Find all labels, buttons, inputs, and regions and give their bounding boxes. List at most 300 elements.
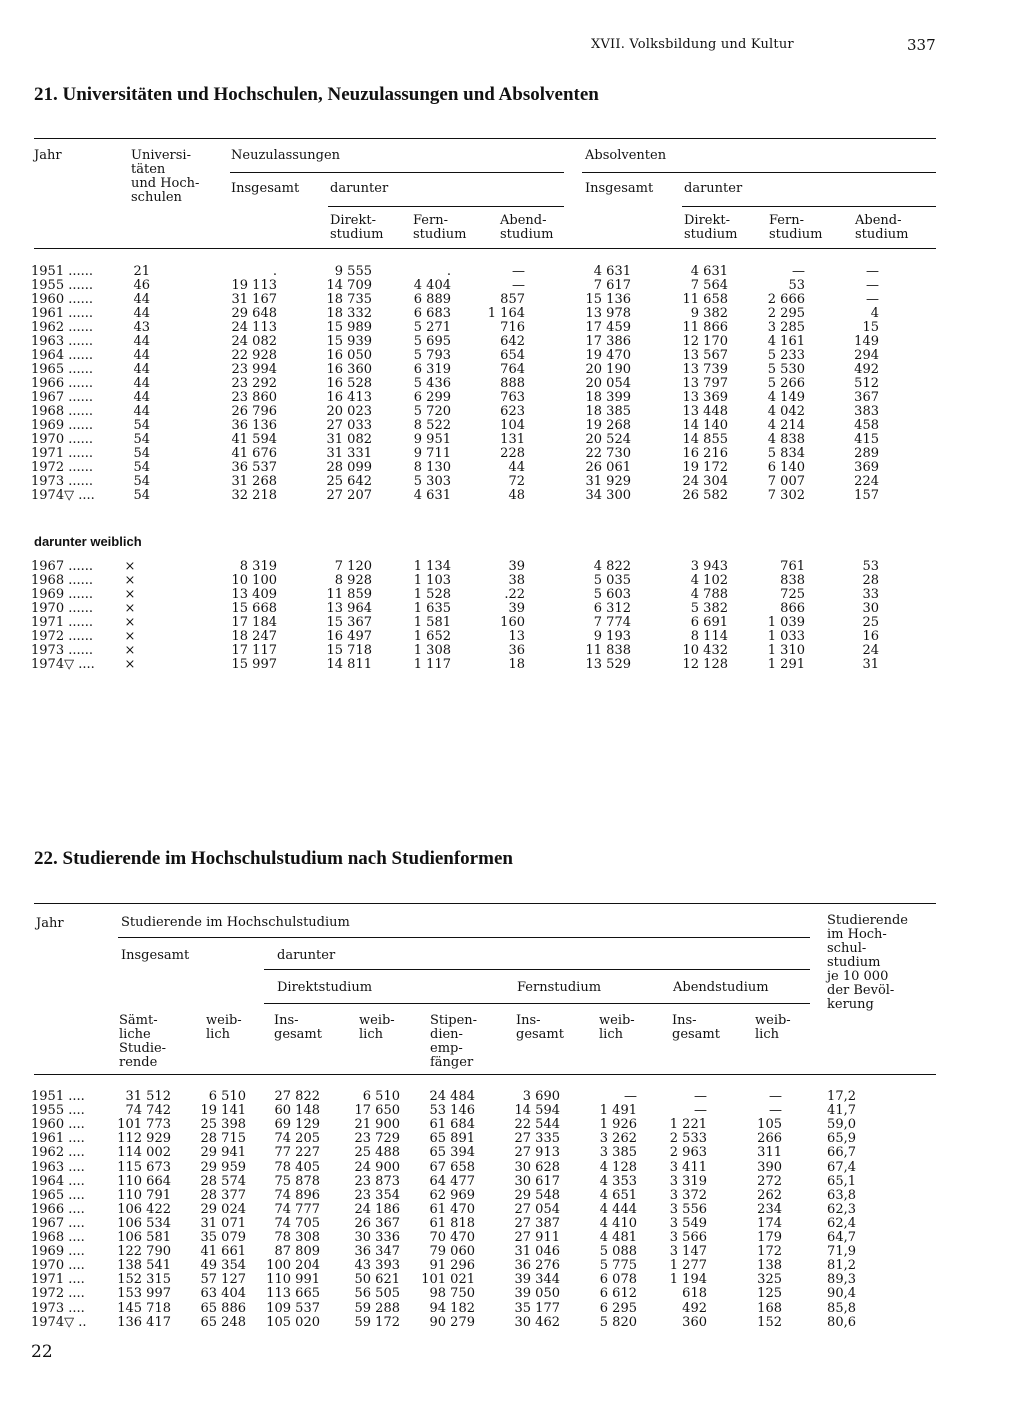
t22-head-direkt: Direktstudium (277, 980, 373, 995)
cell-neu-abend: 1 164 (487, 306, 525, 321)
t21-rule-abs-dar (682, 206, 936, 207)
cell-neu-insgesamt: 23 994 (231, 362, 277, 377)
cell-weiblich: 28 377 (200, 1187, 246, 1203)
t22-head-bottom-rule (34, 1074, 936, 1075)
cell-abend-weiblich: 179 (757, 1230, 782, 1245)
cell-stipendien: 91 296 (429, 1258, 475, 1274)
cell-neu-abend: 36 (508, 643, 525, 658)
cell-year: 1961 .... (31, 1131, 85, 1147)
cell-abs-insgesamt: 13 978 (585, 306, 631, 321)
cell-abs-direkt: 9 382 (690, 306, 728, 321)
cell-neu-direkt: 16 497 (326, 629, 372, 644)
cell-saemtliche: 136 417 (117, 1314, 171, 1330)
cell-neu-insgesamt: 26 796 (231, 404, 277, 419)
cell-je-10000: 67,4 (827, 1159, 856, 1175)
cell-abs-fern: 838 (780, 573, 805, 588)
t21-sub-label: darunter weiblich (34, 534, 142, 549)
cell-saemtliche: 110 664 (117, 1173, 171, 1189)
cell-hochschulen: × (124, 629, 136, 644)
cell-year: 1969 ...... (31, 587, 94, 602)
t21-head-abs-dar: darunter (684, 181, 743, 196)
cell-stipendien: 98 750 (429, 1286, 475, 1302)
cell-stipendien: 62 969 (429, 1187, 475, 1203)
cell-neu-insgesamt: 18 247 (231, 629, 277, 644)
cell-weiblich: 28 715 (200, 1131, 246, 1147)
cell-abs-direkt: 12 170 (682, 334, 728, 349)
cell-neu-fern: 1 103 (413, 573, 451, 588)
t22-head-insges-1: Ins- gesamt (274, 1013, 322, 1042)
cell-year: 1970 ...... (31, 601, 94, 616)
cell-neu-fern: 6 683 (413, 306, 451, 321)
cell-year: 1969 .... (31, 1244, 85, 1260)
cell-neu-direkt: 15 718 (326, 643, 372, 658)
cell-fern-insgesamt: 27 913 (514, 1145, 560, 1161)
cell-neu-abend: 44 (508, 460, 525, 475)
cell-neu-abend: 18 (508, 657, 525, 672)
cell-abs-fern: 5 266 (767, 376, 805, 391)
cell-direkt-insgesamt: 78 405 (274, 1159, 320, 1175)
cell-neu-fern: 4 631 (413, 488, 451, 503)
cell-direkt-insgesamt: 69 129 (274, 1117, 320, 1133)
cell-abend-weiblich: — (769, 1089, 782, 1104)
page-number: 337 (907, 36, 936, 54)
cell-je-10000: 62,4 (827, 1215, 856, 1231)
cell-abend-weiblich: 172 (757, 1244, 782, 1260)
cell-neu-insgesamt: 23 292 (231, 376, 277, 391)
cell-direkt-weiblich: 56 505 (354, 1286, 400, 1302)
cell-abs-direkt: 13 448 (682, 404, 728, 419)
cell-saemtliche: 115 673 (117, 1159, 171, 1175)
t21-head-neu-abend: Abend- studium (500, 213, 554, 242)
cell-abs-fern: 4 161 (767, 334, 805, 349)
cell-year: 1968 ...... (31, 404, 94, 419)
cell-abend-weiblich: — (769, 1103, 782, 1119)
cell-neu-insgesamt: 13 409 (231, 587, 277, 602)
cell-weiblich: 6 510 (208, 1089, 246, 1104)
cell-hochschulen: 54 (133, 474, 150, 489)
t21-head-neu-ins: Insgesamt (231, 181, 300, 196)
cell-direkt-weiblich: 59 288 (354, 1300, 400, 1316)
cell-neu-fern: 8 130 (413, 460, 451, 475)
cell-stipendien: 70 470 (429, 1230, 475, 1245)
cell-direkt-weiblich: 24 900 (354, 1159, 400, 1175)
cell-abs-fern: 4 149 (767, 390, 805, 405)
cell-abend-insgesamt: 3 411 (669, 1159, 707, 1175)
cell-abs-fern: 2 295 (767, 306, 805, 321)
cell-saemtliche: 101 773 (117, 1117, 171, 1133)
t21-head-abs-abend: Abend- studium (855, 213, 909, 242)
cell-fern-insgesamt: 30 617 (514, 1173, 560, 1189)
cell-neu-fern: 1 117 (413, 657, 451, 672)
cell-abs-fern: 5 834 (767, 446, 805, 461)
cell-abend-insgesamt: 1 221 (669, 1117, 707, 1133)
cell-abs-fern: 3 285 (767, 320, 805, 335)
cell-je-10000: 89,3 (827, 1272, 856, 1288)
table22-title: 22. Studierende im Hochschulstudium nach Studienformen (34, 848, 513, 869)
cell-direkt-weiblich: 23 354 (354, 1187, 400, 1203)
cell-fern-weiblich: 1 491 (599, 1103, 637, 1119)
cell-hochschulen: 54 (133, 418, 150, 433)
cell-abs-fern: 53 (788, 278, 805, 293)
cell-year: 1972 ...... (31, 460, 94, 475)
cell-je-10000: 81,2 (827, 1258, 856, 1274)
cell-hochschulen: 44 (133, 292, 150, 307)
cell-year: 1960 .... (31, 1117, 85, 1133)
cell-abend-weiblich: 390 (757, 1159, 782, 1175)
cell-weiblich: 19 141 (200, 1103, 246, 1119)
cell-hochschulen: 44 (133, 404, 150, 419)
cell-abend-insgesamt: 1 277 (669, 1258, 707, 1274)
cell-neu-direkt: 27 207 (326, 488, 372, 503)
cell-direkt-insgesamt: 74 705 (274, 1215, 320, 1231)
cell-year: 1967 .... (31, 1215, 85, 1231)
cell-hochschulen: 44 (133, 306, 150, 321)
cell-neu-fern: 1 581 (413, 615, 451, 630)
cell-hochschulen: × (124, 615, 136, 630)
cell-neu-direkt: 16 528 (326, 376, 372, 391)
cell-neu-insgesamt: 31 167 (231, 292, 277, 307)
cell-abend-insgesamt: — (694, 1089, 707, 1104)
cell-direkt-insgesamt: 77 227 (274, 1145, 320, 1161)
cell-neu-fern: 5 271 (413, 320, 451, 335)
cell-fern-weiblich: 6 078 (599, 1272, 637, 1288)
cell-abs-direkt: 24 304 (682, 474, 728, 489)
cell-neu-insgesamt: 22 928 (231, 348, 277, 363)
footer-mark: 22 (31, 1342, 53, 1362)
cell-saemtliche: 145 718 (117, 1300, 171, 1316)
cell-abend-insgesamt: 3 372 (669, 1187, 707, 1203)
cell-direkt-weiblich: 23 729 (354, 1131, 400, 1147)
cell-weiblich: 28 574 (200, 1173, 246, 1189)
cell-abs-abend: 24 (862, 643, 879, 658)
cell-neu-direkt: 11 859 (326, 587, 372, 602)
cell-abs-abend: 16 (862, 629, 879, 644)
cell-stipendien: 64 477 (429, 1173, 475, 1189)
cell-weiblich: 29 941 (200, 1145, 246, 1161)
cell-hochschulen: × (124, 587, 136, 602)
cell-neu-fern: 1 528 (413, 587, 451, 602)
cell-neu-direkt: 31 082 (326, 432, 372, 447)
cell-direkt-weiblich: 6 510 (362, 1089, 400, 1104)
cell-neu-abend: 642 (500, 334, 525, 349)
cell-abs-fern: 1 310 (767, 643, 805, 658)
cell-neu-insgesamt: 17 117 (231, 643, 277, 658)
cell-year: 1968 .... (31, 1230, 85, 1245)
cell-neu-fern: 1 308 (413, 643, 451, 658)
t22-head-dar: darunter (277, 948, 336, 963)
cell-neu-abend: 72 (508, 474, 525, 489)
cell-fern-insgesamt: 27 054 (514, 1201, 560, 1217)
cell-direkt-insgesamt: 27 822 (274, 1089, 320, 1104)
cell-abs-fern: 5 530 (767, 362, 805, 377)
cell-abs-insgesamt: 34 300 (585, 488, 631, 503)
cell-year: 1967 ...... (31, 559, 94, 574)
cell-neu-abend: 716 (500, 320, 525, 335)
cell-fern-insgesamt: 31 046 (514, 1244, 560, 1260)
cell-neu-fern: 5 436 (413, 376, 451, 391)
cell-je-10000: 59,0 (827, 1117, 856, 1133)
cell-abs-abend: 383 (854, 404, 879, 419)
t21-head-neu-dar: darunter (330, 181, 389, 196)
cell-fern-insgesamt: 22 544 (514, 1117, 560, 1133)
cell-saemtliche: 153 997 (117, 1286, 171, 1302)
t22-head-insges-3: Ins- gesamt (672, 1013, 720, 1042)
cell-abs-abend: 157 (854, 488, 879, 503)
cell-direkt-insgesamt: 87 809 (274, 1244, 320, 1260)
cell-neu-insgesamt: 24 082 (231, 334, 277, 349)
cell-weiblich: 35 079 (200, 1230, 246, 1245)
cell-year: 1966 .... (31, 1201, 85, 1217)
cell-neu-insgesamt: 8 319 (239, 559, 277, 574)
cell-neu-abend: 160 (500, 615, 525, 630)
cell-abs-insgesamt: 5 035 (593, 573, 631, 588)
cell-stipendien: 101 021 (421, 1272, 475, 1288)
cell-abs-direkt: 4 631 (690, 264, 728, 279)
cell-abs-insgesamt: 4 631 (593, 264, 631, 279)
cell-je-10000: 64,7 (827, 1230, 856, 1245)
cell-neu-direkt: 27 033 (326, 418, 372, 433)
cell-hochschulen: 54 (133, 460, 150, 475)
cell-year: 1963 ...... (31, 334, 94, 349)
cell-year: 1951 ...... (31, 264, 94, 279)
cell-direkt-weiblich: 36 347 (354, 1244, 400, 1260)
cell-abs-abend: 4 (870, 306, 879, 321)
cell-abend-weiblich: 262 (757, 1187, 782, 1203)
cell-year: 1970 ...... (31, 432, 94, 447)
cell-neu-insgesamt: . (272, 264, 277, 279)
cell-year: 1974▽ .... (31, 488, 95, 503)
cell-je-10000: 71,9 (827, 1244, 856, 1260)
cell-weiblich: 65 886 (200, 1300, 246, 1316)
cell-hochschulen: 43 (133, 320, 150, 335)
cell-je-10000: 65,9 (827, 1131, 856, 1147)
cell-abs-fern: 761 (780, 559, 805, 574)
cell-abs-direkt: 14 140 (682, 418, 728, 433)
cell-neu-fern: 1 652 (413, 629, 451, 644)
cell-fern-weiblich: 5 775 (599, 1258, 637, 1274)
cell-neu-abend: 764 (500, 362, 525, 377)
cell-abend-insgesamt: 3 556 (669, 1201, 707, 1217)
cell-abs-direkt: 4 102 (690, 573, 728, 588)
cell-neu-abend: 654 (500, 348, 525, 363)
cell-direkt-insgesamt: 75 878 (274, 1173, 320, 1189)
cell-direkt-insgesamt: 109 537 (266, 1300, 320, 1316)
cell-direkt-insgesamt: 100 204 (266, 1258, 320, 1274)
cell-neu-fern: 9 951 (413, 432, 451, 447)
cell-direkt-insgesamt: 74 777 (274, 1201, 320, 1217)
cell-abs-direkt: 4 788 (690, 587, 728, 602)
t22-head-weibl-2: weib- lich (359, 1013, 395, 1042)
cell-abend-insgesamt: 3 549 (669, 1215, 707, 1231)
cell-neu-abend: 623 (500, 404, 525, 419)
cell-year: 1972 ...... (31, 629, 94, 644)
t22-rule-stud (118, 937, 810, 938)
cell-stipendien: 53 146 (429, 1103, 475, 1119)
t21-head-neu-direkt: Direkt- studium (330, 213, 384, 242)
cell-direkt-weiblich: 30 336 (354, 1230, 400, 1245)
cell-year: 1960 ...... (31, 292, 94, 307)
cell-weiblich: 29 024 (200, 1201, 246, 1217)
cell-stipendien: 67 658 (429, 1159, 475, 1175)
cell-neu-abend: 39 (508, 559, 525, 574)
cell-neu-abend: — (512, 264, 525, 279)
cell-year: 1968 ...... (31, 573, 94, 588)
cell-fern-weiblich: 4 481 (599, 1230, 637, 1245)
cell-fern-weiblich: — (624, 1089, 637, 1104)
cell-neu-direkt: 15 939 (326, 334, 372, 349)
cell-abs-direkt: 10 432 (682, 643, 728, 658)
cell-abend-insgesamt: 492 (682, 1300, 707, 1316)
cell-abs-abend: 369 (854, 460, 879, 475)
cell-saemtliche: 112 929 (117, 1131, 171, 1147)
cell-abs-direkt: 14 855 (682, 432, 728, 447)
cell-direkt-weiblich: 26 367 (354, 1215, 400, 1231)
cell-saemtliche: 114 002 (117, 1145, 171, 1161)
cell-abs-direkt: 13 797 (682, 376, 728, 391)
cell-year: 1963 .... (31, 1159, 85, 1175)
cell-hochschulen: 44 (133, 376, 150, 391)
cell-fern-weiblich: 6 612 (599, 1286, 637, 1302)
cell-neu-insgesamt: 19 113 (231, 278, 277, 293)
cell-abs-insgesamt: 4 822 (593, 559, 631, 574)
cell-hochschulen: × (124, 559, 136, 574)
cell-stipendien: 61 684 (429, 1117, 475, 1133)
cell-weiblich: 63 404 (200, 1286, 246, 1302)
cell-abend-weiblich: 272 (757, 1173, 782, 1189)
cell-year: 1965 ...... (31, 362, 94, 377)
cell-abs-abend: 31 (862, 657, 879, 672)
cell-abs-insgesamt: 20 054 (585, 376, 631, 391)
cell-saemtliche: 106 534 (117, 1215, 171, 1231)
cell-abend-insgesamt: 618 (682, 1286, 707, 1302)
t22-head-weibl-1: weib- lich (206, 1013, 242, 1042)
cell-year: 1974▽ .. (31, 1314, 87, 1330)
cell-abs-direkt: 11 866 (682, 320, 728, 335)
cell-year: 1964 .... (31, 1173, 85, 1189)
cell-fern-weiblich: 4 128 (599, 1159, 637, 1175)
cell-neu-fern: 5 793 (413, 348, 451, 363)
cell-abs-direkt: 12 128 (682, 657, 728, 672)
cell-neu-abend: .22 (504, 587, 525, 602)
cell-neu-insgesamt: 36 537 (231, 460, 277, 475)
cell-abs-fern: 7 302 (767, 488, 805, 503)
cell-year: 1955 .... (31, 1103, 85, 1119)
cell-hochschulen: 44 (133, 334, 150, 349)
cell-abs-fern: 1 033 (767, 629, 805, 644)
t21-head-jahr: Jahr (34, 148, 62, 163)
cell-weiblich: 49 354 (200, 1258, 246, 1274)
cell-direkt-insgesamt: 74 205 (274, 1131, 320, 1147)
cell-abs-insgesamt: 22 730 (585, 446, 631, 461)
cell-abend-insgesamt: 2 533 (669, 1131, 707, 1147)
cell-neu-abend: 104 (500, 418, 525, 433)
cell-abs-fern: 4 214 (767, 418, 805, 433)
cell-abs-abend: 415 (854, 432, 879, 447)
cell-direkt-insgesamt: 74 896 (274, 1187, 320, 1203)
cell-fern-weiblich: 4 410 (599, 1215, 637, 1231)
cell-abs-insgesamt: 17 459 (585, 320, 631, 335)
cell-abs-abend: — (866, 264, 879, 279)
cell-abs-insgesamt: 7 617 (593, 278, 631, 293)
cell-weiblich: 65 248 (200, 1314, 246, 1330)
cell-saemtliche: 106 581 (117, 1230, 171, 1245)
cell-abs-insgesamt: 9 193 (593, 629, 631, 644)
cell-abs-abend: 458 (854, 418, 879, 433)
cell-hochschulen: × (124, 573, 136, 588)
cell-stipendien: 90 279 (429, 1314, 475, 1330)
cell-neu-direkt: 15 989 (326, 320, 372, 335)
cell-abs-insgesamt: 20 190 (585, 362, 631, 377)
cell-direkt-weiblich: 21 900 (354, 1117, 400, 1133)
cell-hochschulen: 44 (133, 390, 150, 405)
cell-je-10000: 65,1 (827, 1173, 856, 1189)
cell-direkt-insgesamt: 60 148 (274, 1103, 320, 1119)
t21-head-univ: Universi- täten und Hoch- schulen (131, 148, 200, 205)
cell-neu-fern: 6 889 (413, 292, 451, 307)
cell-fern-insgesamt: 3 690 (522, 1089, 560, 1104)
cell-fern-weiblich: 3 262 (599, 1131, 637, 1147)
cell-weiblich: 31 071 (200, 1215, 246, 1231)
cell-neu-direkt: 14 709 (326, 278, 372, 293)
cell-abs-insgesamt: 17 386 (585, 334, 631, 349)
t21-rule-neu-dar (328, 206, 564, 207)
cell-weiblich: 29 959 (200, 1159, 246, 1175)
t22-head-fern: Fernstudium (517, 980, 602, 995)
cell-abs-abend: 33 (862, 587, 879, 602)
cell-je-10000: 17,2 (827, 1089, 856, 1104)
cell-neu-insgesamt: 23 860 (231, 390, 277, 405)
t22-rule-dar (264, 969, 810, 970)
cell-abend-weiblich: 325 (757, 1272, 782, 1288)
cell-neu-direkt: 25 642 (326, 474, 372, 489)
cell-stipendien: 61 818 (429, 1215, 475, 1231)
cell-year: 1972 .... (31, 1286, 85, 1302)
cell-abend-weiblich: 138 (757, 1258, 782, 1274)
cell-year: 1961 ...... (31, 306, 94, 321)
cell-fern-weiblich: 5 820 (599, 1314, 637, 1330)
cell-neu-direkt: 18 735 (326, 292, 372, 307)
cell-abs-abend: 224 (854, 474, 879, 489)
cell-fern-weiblich: 6 295 (599, 1300, 637, 1316)
cell-abs-abend: 25 (862, 615, 879, 630)
cell-saemtliche: 152 315 (117, 1272, 171, 1288)
table21-title: 21. Universitäten und Hochschulen, Neuzulassungen und Absolventen (34, 84, 599, 105)
cell-abs-insgesamt: 26 061 (585, 460, 631, 475)
cell-neu-insgesamt: 24 113 (231, 320, 277, 335)
t22-head-je10000: Studierende im Hoch- schul- studium je 10 000 der Bevöl- kerung (827, 913, 908, 1012)
cell-fern-weiblich: 1 926 (599, 1117, 637, 1133)
table21-top-rule (34, 138, 936, 139)
cell-je-10000: 62,3 (827, 1201, 856, 1217)
cell-neu-insgesamt: 41 594 (231, 432, 277, 447)
t21-head-bottom-rule (34, 248, 936, 249)
cell-abend-weiblich: 105 (757, 1117, 782, 1133)
cell-abend-weiblich: 311 (757, 1145, 782, 1161)
cell-direkt-weiblich: 50 621 (354, 1272, 400, 1288)
cell-year: 1962 ...... (31, 320, 94, 335)
t21-rule-abs (582, 172, 936, 173)
cell-abs-abend: 30 (862, 601, 879, 616)
cell-abs-abend: — (866, 292, 879, 307)
cell-abs-direkt: 11 658 (682, 292, 728, 307)
cell-je-10000: 80,6 (827, 1314, 856, 1330)
cell-abend-insgesamt: — (694, 1103, 707, 1119)
cell-direkt-insgesamt: 105 020 (266, 1314, 320, 1330)
cell-hochschulen: 44 (133, 348, 150, 363)
t21-head-abs-ins: Insgesamt (585, 181, 654, 196)
cell-year: 1971 .... (31, 1272, 85, 1288)
cell-abs-fern: 866 (780, 601, 805, 616)
